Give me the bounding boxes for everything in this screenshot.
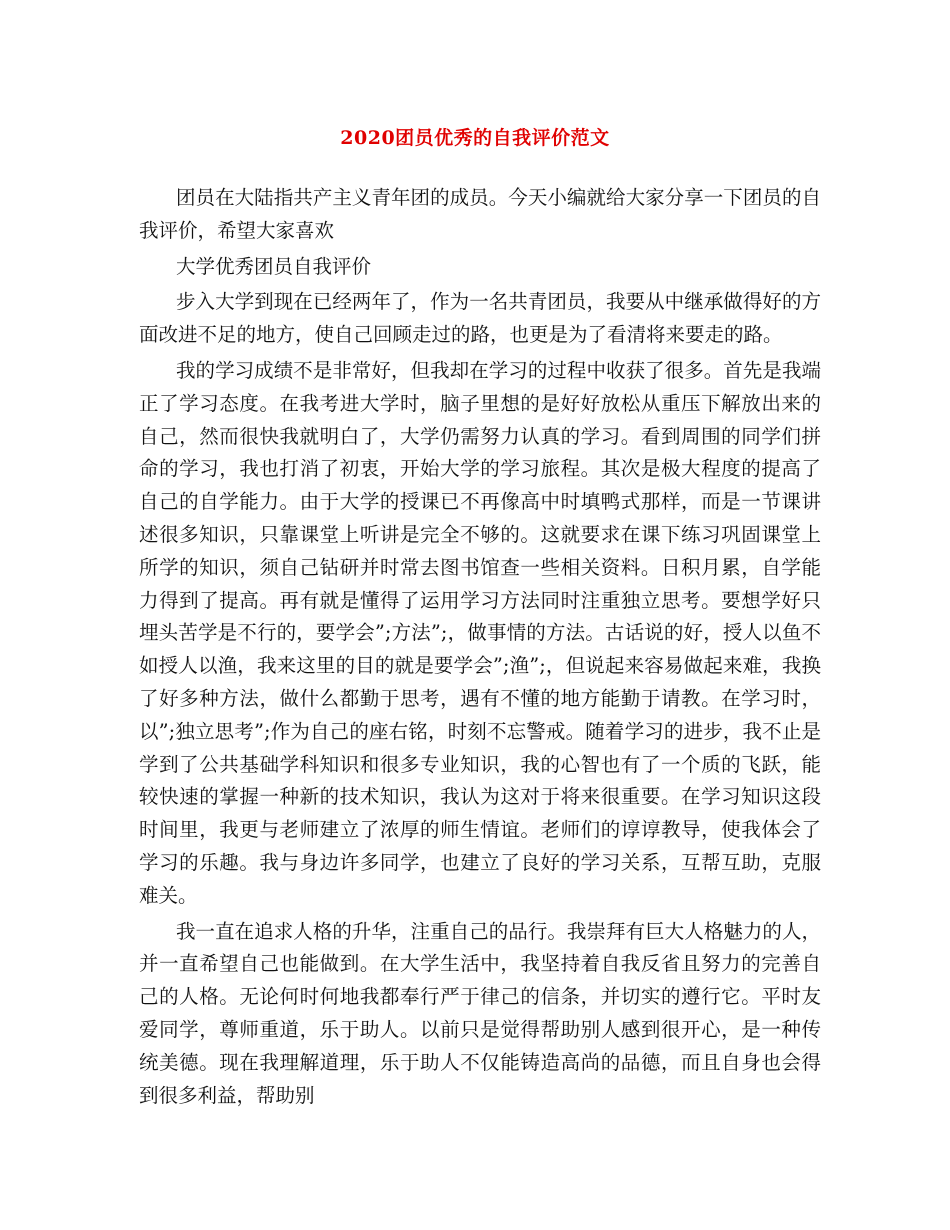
section-heading: 大学优秀团员自我评价 [176,254,372,278]
document-body [139,182,821,1115]
body-paragraph: 我一直在追求人格的升华，注重自己的品行。我崇拜有巨大人格魅力的人，并一直希望自己也能做到。在大学生活中，我坚持着自我反省且努力的完善自己的人格。无论何时何地我都奉行严于律己的信条，并切实的遵行它。平时友爱同学，尊师重道，乐于助人。以前只是觉得帮助别人感到很开心，是一种传统美德。现在我理解道理，乐于助人不仅能铸造高尚的品德，而且自身也会得到很多利益，帮助别 [139,919,821,1107]
body-paragraph: 步入大学到现在已经两年了，作为一名共青团员，我要从中继承做得好的方面改进不足的地方，使自己回顾走过的路，也更是为了看清将来要走的路。 [139,290,821,347]
intro-paragraph: 团员在大陆指共产主义青年团的成员。今天小编就给大家分享一下团员的自我评价，希望大家喜欢 [139,186,821,242]
document-title: 2020团员优秀的自我评价范文 [340,127,610,149]
body-paragraph: 我的学习成绩不是非常好，但我却在学习的过程中收获了很多。首先是我端正了学习态度。在我考进大学时，脑子里想的是好好放松从重压下解放出来的自己，然而很快我就明白了，大学仍需努力认真的学习。看到周围的同学们拼命的学习，我也打消了初衷，开始大学的学习旅程。其次是极大程度的提高了自己的自学能力。由于大学的授课已不再像高中时填鸭式那样，而是一节课讲述很多知识，只靠课堂上听讲是完全不够的。这就要求在课下练习巩固课堂上所学的知识，须自己钻研并时常去图书馆查一些相关资料。日积月累，自学能力得到了提高。再有就是懂得了运用学习方法同时注重独立思考。要想学好只埋头苦学是不行的，要学会”;方法”;，做事情的方法。古话说的好，授人以鱼不如授人以渔，我来这里的目的就是要学会”;渔”;，但说起来容易做起来难，我换了好多种方法，做什么都勤于思考，遇有不懂的地方能勤于请教。在学习时，以”;独立思考”;作为自己的座右铭，时刻不忘警戒。随着学习的进步，我不止是学到了公共基础学科知识和很多专业知识，我的心智也有了一个质的飞跃，能较快速的掌握一种新的技术知识，我认为这对于将来很重要。在学习知识这段时间里，我更与老师建立了浓厚的师生情谊。老师们的谆谆教导，使我体会了学习的乐趣。我与身边许多同学，也建立了良好的学习关系，互帮互助，克服难关。 [139,358,821,907]
